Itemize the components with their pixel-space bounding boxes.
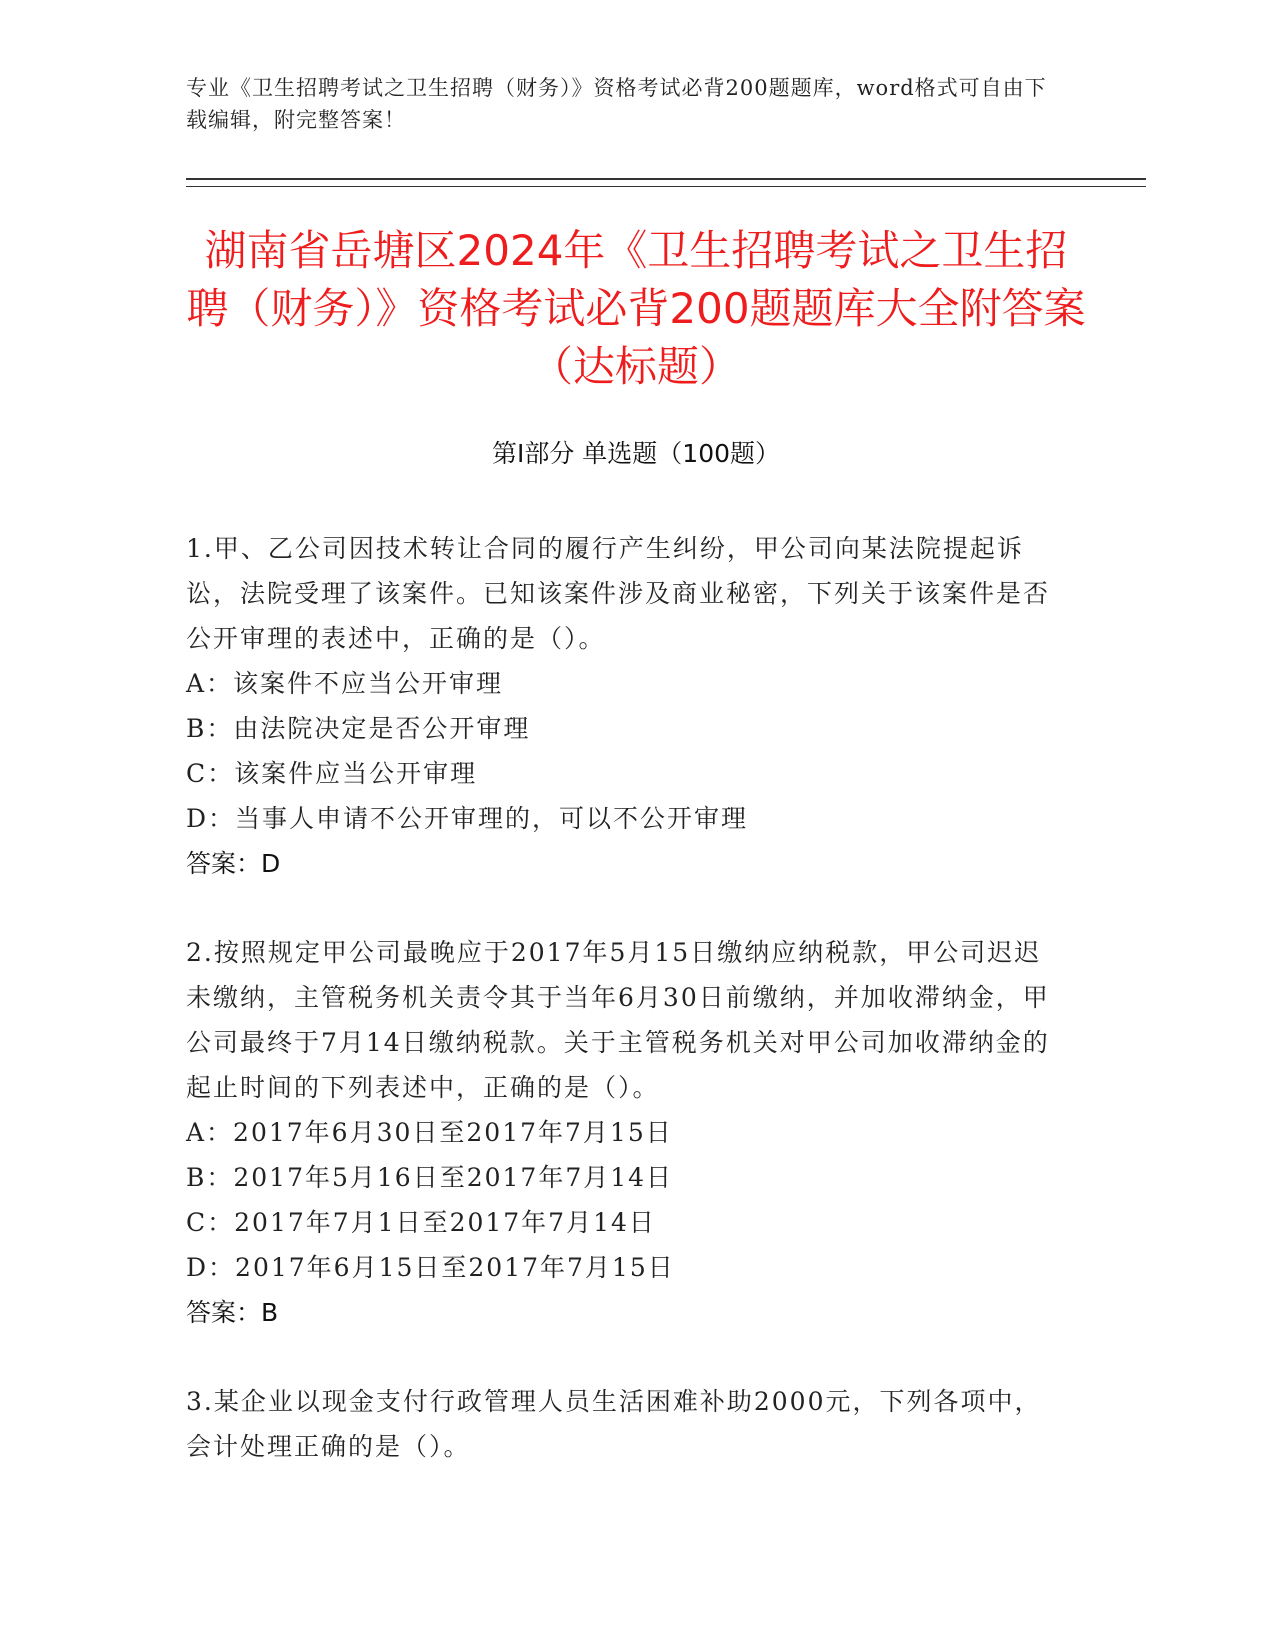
section-heading: 第Ⅰ部分 单选题（100题） xyxy=(491,439,781,468)
question-stem: 3.某企业以现金支付行政管理人员生活困难补助2000元，下列各项中，会计处理正确的是（）。 xyxy=(186,1387,1042,1461)
header-note: 专业《卫生招聘考试之卫生招聘（财务）》资格考试必背200题题库，word格式可自由下载编辑，附完整答案！ xyxy=(186,76,1047,132)
document-title: 湖南省岳塘区2024年《卫生招聘考试之卫生招聘（财务）》资格考试必背200题题库大全附答案（达标题） xyxy=(186,226,1086,391)
header-divider-thin xyxy=(186,186,1146,187)
question-stem: 1.甲、乙公司因技术转让合同的履行产生纠纷，甲公司向某法院提起诉讼，法院受理了该案件。已知该案件涉及商业秘密，下列关于该案件是否公开审理的表述中，正确的是（）。 xyxy=(186,534,1051,653)
option-c: C：该案件应当公开审理 xyxy=(186,759,478,788)
header-divider-thick xyxy=(186,178,1146,180)
question-3 xyxy=(186,1379,1066,1469)
question-2 xyxy=(186,930,1066,1335)
question-list xyxy=(186,526,1066,1513)
option-d: D：2017年6月15日至2017年7月15日 xyxy=(186,1253,675,1282)
answer-key: 答案：D xyxy=(186,849,281,878)
answer-key: 答案：B xyxy=(186,1298,279,1327)
option-a: A：该案件不应当公开审理 xyxy=(186,669,504,698)
option-d: D：当事人申请不公开审理的，可以不公开审理 xyxy=(186,804,749,833)
option-a: A：2017年6月30日至2017年7月15日 xyxy=(186,1118,673,1147)
option-b: B：2017年5月16日至2017年7月14日 xyxy=(186,1163,674,1192)
option-c: C：2017年7月1日至2017年7月14日 xyxy=(186,1208,656,1237)
question-stem: 2.按照规定甲公司最晚应于2017年5月15日缴纳应纳税款，甲公司迟迟未缴纳，主管税务机关责令其于当年6月30日前缴纳，并加收滞纳金，甲公司最终于7月14日缴纳税款。关于主管税务机关对甲公司加收滞纳金的起止时间的下列表述中，正确的是（）。 xyxy=(186,938,1050,1102)
question-1 xyxy=(186,526,1066,886)
option-b: B：由法院决定是否公开审理 xyxy=(186,714,531,743)
